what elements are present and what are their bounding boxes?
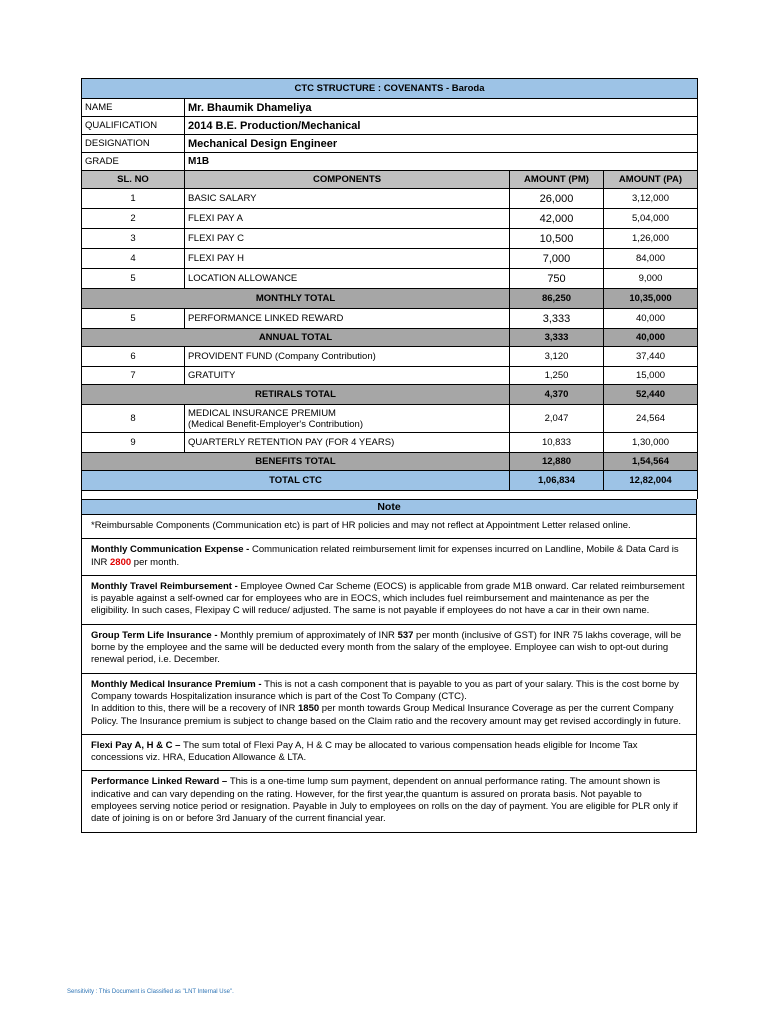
note-amount: 2800 (110, 556, 132, 568)
table-row (82, 405, 698, 433)
sl-no: 8 (82, 405, 185, 433)
total-pa: 10,35,000 (604, 289, 698, 309)
note-title: Monthly Communication Expense - (91, 544, 252, 556)
amount-pa: 1,30,000 (604, 433, 698, 453)
sl-no: 5 (82, 309, 185, 329)
header-components: COMPONENTS (185, 171, 510, 189)
header-sl-no: SL. NO (82, 171, 185, 189)
note-text: per month (inclusive of GST) for INR 75 lakhs coverage, will be borne by the employee and the same will be deducted every month from the salary of the employee. Employee can wish to opt-out during renewal period, i.e. December. (91, 629, 682, 666)
info-value: Mr. Bhaumik Dhameliya (185, 99, 698, 117)
note-text: The sum total of Flexi Pay A, H & C may be allocated to various compensation heads eligible for Income Tax concessions viz. HRA, Education Allowance & LTA. (91, 739, 638, 764)
note-communication (82, 539, 696, 576)
note-text: per month towards Group Medical Insurance Coverage as per the current Company Policy. The Insurance premium is subject to change based on the Claim ratio and the recovery amount may get revised accordingly in future. (91, 703, 682, 727)
note-text: This is a one-time lump sum payment, dependent on annual performance rating. The amount shown is indicative and can vary depending on the rating. However, for the first year,the quantum is assured on prorata basis. Not payable to employees serving notice period or resignation. Payable in July to employees on rolls on the day of payment. You are eligible for PLR only if date of joining is on or before 3rd January of the current financial year. (91, 776, 678, 825)
total-label: TOTAL CTC (82, 471, 510, 491)
sl-no: 3 (82, 229, 185, 249)
component-name: QUARTERLY RETENTION PAY (FOR 4 YEARS) (185, 433, 510, 453)
amount-pa: 40,000 (604, 309, 698, 329)
benefits-total-row (82, 453, 698, 471)
component-name: PROVIDENT FUND (Company Contribution) (185, 347, 510, 367)
annual-total-row (82, 329, 698, 347)
amount-pm: 1,250 (510, 367, 604, 385)
note-text: *Reimbursable Components (Communication etc) is part of HR policies and may not reflect at Appointment Letter relased online. (91, 520, 631, 531)
note-title: Group Term Life Insurance - (91, 629, 221, 641)
total-pm: 12,880 (510, 453, 604, 471)
sl-no: 9 (82, 433, 185, 453)
table-row (82, 433, 698, 453)
note-reimbursable (82, 515, 696, 539)
amount-pm: 26,000 (510, 189, 604, 209)
amount-pa: 3,12,000 (604, 189, 698, 209)
note-amount: 1850 (298, 703, 320, 715)
table-row (82, 347, 698, 367)
monthly-total-row (82, 289, 698, 309)
amount-pm: 3,120 (510, 347, 604, 367)
header-amount-pm: AMOUNT (PM) (510, 171, 604, 189)
note-text: Communication related reimbursement limit for expenses incurred on Landline, Mobile & Data Card is INR (91, 544, 679, 568)
sensitivity-footer: Sensitivity : This Document is Classified as "LNT Internal Use". (67, 989, 234, 995)
component-name: FLEXI PAY C (185, 229, 510, 249)
component-name: FLEXI PAY H (185, 249, 510, 269)
amount-pa: 15,000 (604, 367, 698, 385)
note-life-insurance (82, 625, 696, 674)
ctc-document (81, 78, 697, 833)
total-label: ANNUAL TOTAL (82, 329, 510, 347)
note-text: This is not a cash component that is payable to you as part of your salary. This is the cost borne by Company towards Hospitalization insurance which is part of the Cost To Company (CTC). (91, 678, 679, 702)
ctc-table (81, 78, 698, 499)
component-name (185, 405, 510, 433)
note-flexi-pay (82, 735, 696, 772)
amount-pa: 9,000 (604, 269, 698, 289)
total-pa: 1,54,564 (604, 453, 698, 471)
sl-no: 7 (82, 367, 185, 385)
table-row (82, 249, 698, 269)
info-value: Mechanical Design Engineer (185, 135, 698, 153)
note-title: Performance Linked Reward – (91, 776, 230, 788)
note-text: Monthly premium of approximately of INR (220, 629, 398, 641)
spacer-row (82, 491, 698, 500)
note-text: In addition to this, there will be a recovery of INR (91, 703, 298, 715)
amount-pm: 42,000 (510, 209, 604, 229)
info-label: DESIGNATION (82, 135, 185, 153)
table-row (82, 367, 698, 385)
amount-pm: 10,500 (510, 229, 604, 249)
retirals-total-row (82, 385, 698, 405)
total-pm: 3,333 (510, 329, 604, 347)
table-row (82, 269, 698, 289)
info-value: M1B (185, 153, 698, 171)
note-performance-reward (82, 771, 696, 831)
component-name: GRATUITY (185, 367, 510, 385)
amount-pa: 84,000 (604, 249, 698, 269)
amount-pm: 10,833 (510, 433, 604, 453)
note-text: Employee Owned Car Scheme (EOCS) is applicable from grade M1B onward. Car related reimbursement is payable against a self-owned car for employees who are in EOCS, which includes fuel reimbursement and maintenance as per the eligibility. In such cases, Flexipay C will reduce/ adjusted. The same is not payable if employees do not have a car in their own name. (91, 580, 685, 617)
component-name-line2: (Medical Benefit-Employer's Contribution) (188, 418, 363, 430)
note-title: Monthly Medical Insurance Premium - (91, 678, 265, 690)
table-row (82, 309, 698, 329)
column-header-row (82, 171, 698, 189)
component-name: BASIC SALARY (185, 189, 510, 209)
note-title: Flexi Pay A, H & C – (91, 739, 184, 751)
component-name-line1: MEDICAL INSURANCE PREMIUM (188, 407, 336, 419)
component-name: LOCATION ALLOWANCE (185, 269, 510, 289)
table-row (82, 209, 698, 229)
info-label: GRADE (82, 153, 185, 171)
note-text: per month. (131, 556, 180, 568)
note-title: Monthly Travel Reimbursement - (91, 580, 241, 592)
amount-pm: 750 (510, 269, 604, 289)
total-ctc-row (82, 471, 698, 491)
note-travel (82, 576, 696, 625)
sl-no: 4 (82, 249, 185, 269)
amount-pm: 2,047 (510, 405, 604, 433)
ctc-title: CTC STRUCTURE : COVENANTS - Baroda (82, 79, 698, 99)
total-pm: 86,250 (510, 289, 604, 309)
info-row-name (82, 99, 698, 117)
info-row-designation (82, 135, 698, 153)
info-value: 2014 B.E. Production/Mechanical (185, 117, 698, 135)
info-label: NAME (82, 99, 185, 117)
header-amount-pa: AMOUNT (PA) (604, 171, 698, 189)
total-pa: 40,000 (604, 329, 698, 347)
sl-no: 5 (82, 269, 185, 289)
info-row-grade (82, 153, 698, 171)
info-row-qualification (82, 117, 698, 135)
total-pa: 52,440 (604, 385, 698, 405)
amount-pa: 37,440 (604, 347, 698, 367)
note-amount: 537 (397, 629, 414, 641)
component-name: PERFORMANCE LINKED REWARD (185, 309, 510, 329)
amount-pm: 7,000 (510, 249, 604, 269)
table-row (82, 189, 698, 209)
sl-no: 2 (82, 209, 185, 229)
total-label: RETIRALS TOTAL (82, 385, 510, 405)
amount-pa: 24,564 (604, 405, 698, 433)
amount-pm: 3,333 (510, 309, 604, 329)
total-label: MONTHLY TOTAL (82, 289, 510, 309)
component-name: FLEXI PAY A (185, 209, 510, 229)
total-pm: 4,370 (510, 385, 604, 405)
note-header: Note (82, 499, 696, 515)
info-label: QUALIFICATION (82, 117, 185, 135)
sl-no: 6 (82, 347, 185, 367)
total-label: BENEFITS TOTAL (82, 453, 510, 471)
note-medical-insurance (82, 674, 696, 735)
sl-no: 1 (82, 189, 185, 209)
amount-pa: 1,26,000 (604, 229, 698, 249)
total-pm: 1,06,834 (510, 471, 604, 491)
table-row (82, 229, 698, 249)
amount-pa: 5,04,000 (604, 209, 698, 229)
notes-section (81, 499, 697, 833)
total-pa: 12,82,004 (604, 471, 698, 491)
